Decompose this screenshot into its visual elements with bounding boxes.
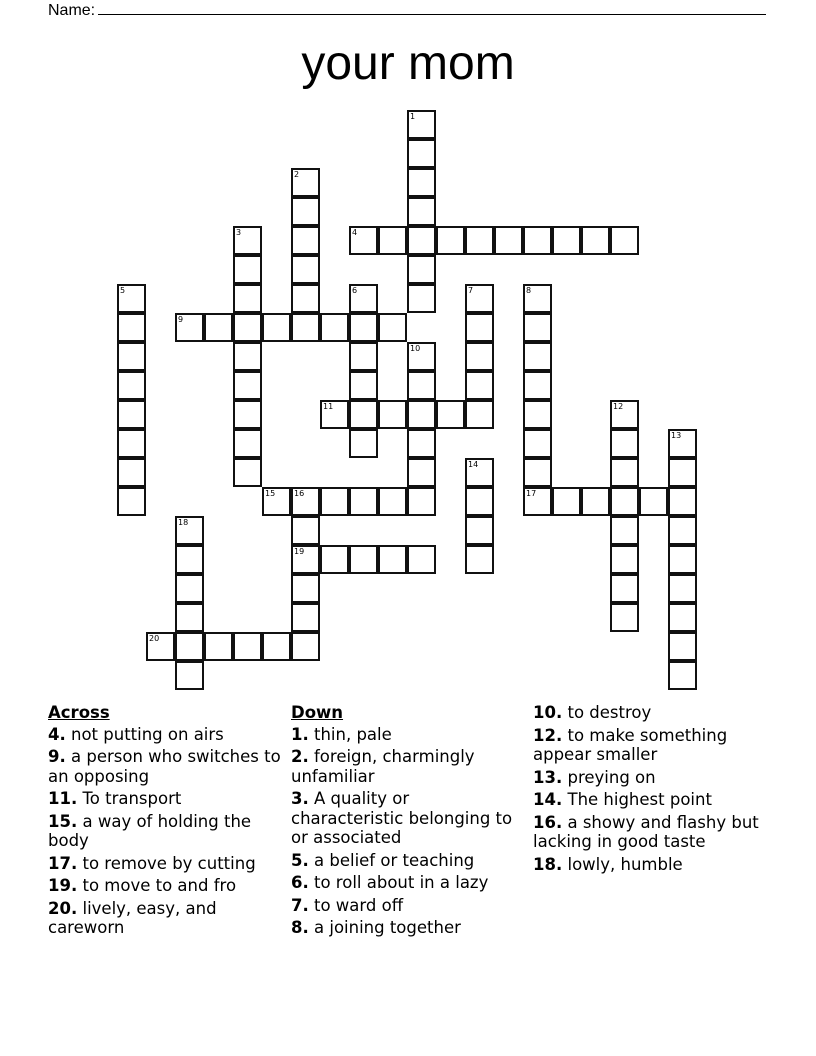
clue-number: 1. <box>291 724 309 744</box>
grid-cell[interactable] <box>523 313 552 342</box>
clue-text: to make something appear smaller <box>533 725 728 764</box>
puzzle-title: your mom <box>301 37 515 90</box>
grid-cell[interactable] <box>465 400 494 429</box>
clue-number: 15. <box>48 811 78 831</box>
grid-cell[interactable] <box>320 545 349 574</box>
clue-text: a person who switches to an opposing <box>48 747 281 786</box>
clue-text: To transport <box>82 789 182 808</box>
cell-number: 5 <box>120 286 126 295</box>
grid-cell[interactable] <box>349 342 378 371</box>
clue-text: to roll about in a lazy <box>314 873 489 892</box>
cell-number: 16 <box>294 489 305 498</box>
grid-cell[interactable] <box>320 487 349 516</box>
grid-cell[interactable] <box>291 226 320 255</box>
grid-cell[interactable] <box>668 458 697 487</box>
grid-cell[interactable] <box>378 487 407 516</box>
grid-cell[interactable] <box>378 313 407 342</box>
grid-cell[interactable] <box>349 226 378 255</box>
cell-number: 19 <box>294 547 305 556</box>
grid-cell[interactable] <box>523 284 552 313</box>
clue-down <box>533 703 768 723</box>
grid-cell[interactable] <box>436 400 465 429</box>
grid-cell[interactable] <box>407 197 436 226</box>
grid-cell[interactable] <box>349 545 378 574</box>
grid-cell[interactable] <box>233 371 262 400</box>
grid-cell[interactable] <box>407 429 436 458</box>
grid-cell[interactable] <box>610 429 639 458</box>
grid-cell[interactable] <box>465 342 494 371</box>
grid-cell[interactable] <box>233 429 262 458</box>
grid-cell[interactable] <box>117 313 146 342</box>
grid-cell[interactable] <box>349 487 378 516</box>
grid-cell[interactable] <box>204 632 233 661</box>
grid-cell[interactable] <box>610 574 639 603</box>
grid-cell[interactable] <box>233 458 262 487</box>
grid-cell[interactable] <box>465 313 494 342</box>
grid-cell[interactable] <box>668 545 697 574</box>
cell-number: 1 <box>410 112 416 121</box>
grid-cell[interactable] <box>552 487 581 516</box>
grid-cell[interactable] <box>378 545 407 574</box>
cell-number: 10 <box>410 344 421 353</box>
grid-cell[interactable] <box>378 226 407 255</box>
grid-cell[interactable] <box>117 342 146 371</box>
clue-text: a belief or teaching <box>314 850 475 870</box>
grid-cell[interactable] <box>668 516 697 545</box>
grid-cell[interactable] <box>233 313 262 342</box>
grid-cell[interactable] <box>465 487 494 516</box>
grid-cell[interactable] <box>523 371 552 400</box>
clue-down <box>291 896 526 916</box>
grid-cell[interactable] <box>610 603 639 632</box>
grid-cell[interactable] <box>610 226 639 255</box>
across-heading: Across <box>48 703 110 722</box>
clue-text: not putting on airs <box>71 724 224 744</box>
grid-cell[interactable] <box>204 313 233 342</box>
clue-across <box>48 876 283 896</box>
clue-text: to destroy <box>567 703 652 722</box>
clue-text: a joining together <box>314 918 461 937</box>
cell-number: 4 <box>352 228 358 237</box>
clue-down <box>291 789 526 848</box>
clue-number: 14. <box>533 790 563 809</box>
grid-cell[interactable] <box>407 255 436 284</box>
clue-text: foreign, charmingly unfamiliar <box>291 747 475 786</box>
clue-down <box>533 813 768 852</box>
clue-down <box>291 851 526 871</box>
grid-cell[interactable] <box>349 284 378 313</box>
grid-cell[interactable] <box>146 632 175 661</box>
grid-cell[interactable] <box>291 284 320 313</box>
grid-cell[interactable] <box>262 313 291 342</box>
clue-text: a showy and flashy but lacking in good taste <box>533 812 759 851</box>
grid-cell[interactable] <box>523 429 552 458</box>
clue-across <box>48 725 283 745</box>
grid-cell[interactable] <box>610 400 639 429</box>
clue-number: 12. <box>533 725 563 745</box>
clue-text: lively, easy, and careworn <box>48 898 217 937</box>
clue-down <box>291 747 526 786</box>
grid-cell[interactable] <box>668 574 697 603</box>
clue-text: to move to and fro <box>82 876 237 895</box>
clue-number: 10. <box>533 703 563 722</box>
clue-across <box>48 854 283 874</box>
cell-number: 13 <box>671 431 682 440</box>
clue-down <box>533 790 768 810</box>
clue-down <box>533 768 768 788</box>
cell-number: 12 <box>613 402 624 411</box>
grid-cell[interactable] <box>581 487 610 516</box>
cell-number: 3 <box>236 228 242 237</box>
clue-across <box>48 747 283 786</box>
grid-cell[interactable] <box>291 168 320 197</box>
grid-cell[interactable] <box>117 429 146 458</box>
grid-cell[interactable] <box>407 342 436 371</box>
clue-number: 2. <box>291 747 309 766</box>
grid-cell[interactable] <box>465 516 494 545</box>
cell-number: 7 <box>468 286 474 295</box>
grid-cell[interactable] <box>610 516 639 545</box>
cell-number: 15 <box>265 489 276 498</box>
cell-number: 9 <box>178 315 184 324</box>
grid-cell[interactable] <box>175 313 204 342</box>
grid-cell[interactable] <box>291 197 320 226</box>
cell-number: 6 <box>352 286 358 295</box>
grid-cell[interactable] <box>175 632 204 661</box>
grid-cell[interactable] <box>175 661 204 690</box>
grid-cell[interactable] <box>523 458 552 487</box>
grid-cell[interactable] <box>233 342 262 371</box>
clue-down <box>291 873 526 893</box>
cell-number: 17 <box>526 489 537 498</box>
grid-cell[interactable] <box>117 371 146 400</box>
clue-number: 7. <box>291 895 309 915</box>
clue-number: 3. <box>291 789 309 808</box>
clue-number: 11. <box>48 789 78 808</box>
grid-cell[interactable] <box>291 545 320 574</box>
clue-text: The highest point <box>567 790 712 809</box>
grid-cell[interactable] <box>581 226 610 255</box>
clue-text: a way of holding the body <box>48 811 252 850</box>
grid-cell[interactable] <box>552 226 581 255</box>
grid-cell[interactable] <box>407 487 436 516</box>
grid-cell[interactable] <box>407 226 436 255</box>
grid-cell[interactable] <box>117 487 146 516</box>
grid-cell[interactable] <box>291 574 320 603</box>
across-clues <box>48 703 283 941</box>
clue-text: to ward off <box>314 895 404 915</box>
grid-cell[interactable] <box>175 603 204 632</box>
grid-cell[interactable] <box>639 487 668 516</box>
down-clues-continued <box>533 703 768 877</box>
clue-across <box>48 789 283 809</box>
cell-number: 14 <box>468 460 479 469</box>
grid-cell[interactable] <box>233 284 262 313</box>
grid-cell[interactable] <box>610 545 639 574</box>
grid-cell[interactable] <box>465 371 494 400</box>
grid-cell[interactable] <box>291 313 320 342</box>
clue-down <box>533 726 768 765</box>
grid-cell[interactable] <box>407 400 436 429</box>
clue-down <box>291 918 526 938</box>
grid-cell[interactable] <box>407 110 436 139</box>
grid-cell[interactable] <box>117 284 146 313</box>
clue-number: 18. <box>533 854 563 874</box>
grid-cell[interactable] <box>320 400 349 429</box>
grid-cell[interactable] <box>175 545 204 574</box>
grid-cell[interactable] <box>668 603 697 632</box>
down-clues <box>291 703 526 941</box>
grid-cell[interactable] <box>465 545 494 574</box>
grid-cell[interactable] <box>233 400 262 429</box>
grid-cell[interactable] <box>668 661 697 690</box>
grid-cell[interactable] <box>349 400 378 429</box>
cell-number: 18 <box>178 518 189 527</box>
cell-number: 2 <box>294 170 300 179</box>
grid-cell[interactable] <box>175 574 204 603</box>
grid-cell[interactable] <box>262 632 291 661</box>
grid-cell[interactable] <box>523 342 552 371</box>
grid-cell[interactable] <box>465 226 494 255</box>
grid-cell[interactable] <box>407 545 436 574</box>
grid-cell[interactable] <box>291 487 320 516</box>
grid-cell[interactable] <box>291 255 320 284</box>
clue-number: 8. <box>291 918 309 937</box>
grid-cell[interactable] <box>610 458 639 487</box>
grid-cell[interactable] <box>117 458 146 487</box>
grid-cell[interactable] <box>668 429 697 458</box>
grid-cell[interactable] <box>436 226 465 255</box>
grid-cell[interactable] <box>465 284 494 313</box>
grid-cell[interactable] <box>407 139 436 168</box>
clue-number: 20. <box>48 898 78 918</box>
grid-cell[interactable] <box>291 516 320 545</box>
clue-across <box>48 899 283 938</box>
grid-cell[interactable] <box>407 168 436 197</box>
grid-cell[interactable] <box>668 487 697 516</box>
grid-cell[interactable] <box>262 487 291 516</box>
grid-cell[interactable] <box>407 284 436 313</box>
grid-cell[interactable] <box>349 371 378 400</box>
grid-cell[interactable] <box>291 603 320 632</box>
grid-cell[interactable] <box>465 458 494 487</box>
cell-number: 11 <box>323 402 334 411</box>
clue-text: A quality or characteristic belonging to or associated <box>291 789 513 847</box>
clue-text: lowly, humble <box>567 854 683 874</box>
clue-number: 6. <box>291 873 309 892</box>
grid-cell[interactable] <box>233 226 262 255</box>
grid-cell[interactable] <box>523 400 552 429</box>
grid-cell[interactable] <box>291 632 320 661</box>
clue-number: 5. <box>291 850 309 870</box>
clue-text: preying on <box>567 767 656 787</box>
grid-cell[interactable] <box>407 458 436 487</box>
grid-cell[interactable] <box>494 226 523 255</box>
cell-number: 20 <box>149 634 160 643</box>
clue-number: 9. <box>48 747 66 766</box>
clue-number: 17. <box>48 853 78 873</box>
clue-down <box>533 855 768 875</box>
grid-cell[interactable] <box>610 487 639 516</box>
clue-text: to remove by cutting <box>82 853 256 873</box>
down-heading: Down <box>291 703 344 722</box>
grid-cell[interactable] <box>117 400 146 429</box>
clue-number: 19. <box>48 876 78 895</box>
grid-cell[interactable] <box>407 371 436 400</box>
grid-cell[interactable] <box>378 400 407 429</box>
grid-cell[interactable] <box>523 226 552 255</box>
name-label: Name: <box>48 2 96 19</box>
grid-cell[interactable] <box>175 516 204 545</box>
grid-cell[interactable] <box>349 429 378 458</box>
clue-number: 13. <box>533 767 563 787</box>
clue-number: 4. <box>48 724 66 744</box>
grid-cell[interactable] <box>523 487 552 516</box>
clue-down <box>291 725 526 745</box>
clue-text: thin, pale <box>314 724 392 744</box>
clue-across <box>48 812 283 851</box>
grid-cell[interactable] <box>320 313 349 342</box>
clue-number: 16. <box>533 812 563 832</box>
grid-cell[interactable] <box>668 632 697 661</box>
grid-cell[interactable] <box>349 313 378 342</box>
cell-number: 8 <box>526 286 532 295</box>
grid-cell[interactable] <box>233 632 262 661</box>
grid-cell[interactable] <box>233 255 262 284</box>
